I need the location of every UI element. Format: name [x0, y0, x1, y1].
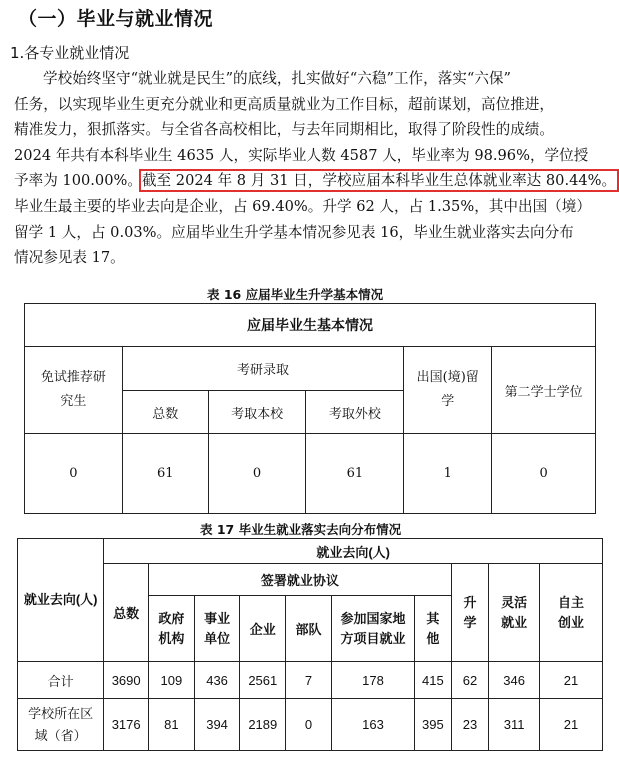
- table-cell: 21: [540, 699, 603, 751]
- table17-top-header: 就业去向(人): [104, 539, 603, 564]
- col-flexible-employment: 灵活就业: [489, 564, 540, 662]
- table-cell: 415: [415, 662, 452, 699]
- table-row: [25, 434, 596, 514]
- col-kaoyan-own: 考取本校: [208, 391, 306, 434]
- table-cell: 395: [415, 699, 452, 751]
- col-military: 部队: [286, 596, 332, 662]
- col-national-project: 参加国家地方项目就业: [331, 596, 414, 662]
- body-paragraph: [14, 66, 617, 271]
- table-cell: 61: [122, 434, 208, 514]
- col-abroad: 出国(境)留学: [404, 347, 492, 434]
- row-header-destination: 就业去向(人): [18, 539, 104, 662]
- col-exempt-recommend: 免试推荐研究生: [25, 347, 123, 434]
- col-kaoyan-other: 考取外校: [306, 391, 404, 434]
- table-cell: 7: [286, 662, 332, 699]
- table-cell: 23: [451, 699, 489, 751]
- table-cell: 62: [451, 662, 489, 699]
- table-cell: 346: [489, 662, 540, 699]
- table-cell: 2561: [240, 662, 286, 699]
- paragraph-text: 予率为 100.00%。: [14, 172, 142, 190]
- table-cell: 2189: [240, 699, 286, 751]
- table-cell: 0: [208, 434, 306, 514]
- table17-caption: 表 17 毕业生就业落实去向分布情况: [200, 522, 402, 537]
- col-second-degree: 第二学士学位: [492, 347, 596, 434]
- paragraph-line: 留学 1 人，占 0.03%。应届毕业生升学基本情况参见表 16，毕业生就业落实去向分布: [14, 223, 574, 241]
- table16: [24, 303, 596, 514]
- col-government: 政府机构: [149, 596, 195, 662]
- paragraph-line: 任务，以实现毕业生更充分就业和更高质量就业为工作目标，超前谋划，高位推进，: [14, 95, 554, 113]
- col-kaoyan: 考研录取: [122, 347, 403, 391]
- table-cell: 0: [492, 434, 596, 514]
- table-cell: 163: [331, 699, 414, 751]
- paragraph-line: 学校始终坚守“就业就是民生”的底线，扎实做好“六稳”工作，落实“六保”: [43, 70, 511, 87]
- paragraph-line: 精准发力，狠抓落实。与全省各高校相比，与去年同期相比，取得了阶段性的成绩。: [14, 121, 554, 139]
- col-total: 总数: [104, 564, 149, 662]
- table-cell: 21: [540, 662, 603, 699]
- section-title: （一）毕业与就业情况: [18, 8, 214, 30]
- row-label: 合计: [18, 662, 104, 699]
- row-label: 学校所在区域（省）: [18, 699, 104, 751]
- col-other: 其他: [415, 596, 452, 662]
- table-row: [18, 662, 603, 699]
- col-enterprise: 企业: [240, 596, 286, 662]
- table-cell: 436: [194, 662, 240, 699]
- table-cell: 394: [194, 699, 240, 751]
- col-public-institution: 事业单位: [194, 596, 240, 662]
- paragraph-line: 2024 年共有本科毕业生 4635 人，实际毕业人数 4587 人，毕业率为 98.96%，学位授: [14, 146, 589, 164]
- table-cell: 1: [404, 434, 492, 514]
- table-cell: 109: [149, 662, 195, 699]
- table16-header: 应届毕业生基本情况: [25, 304, 596, 347]
- sign-agreement-header: 签署就业协议: [149, 564, 452, 596]
- paragraph-line: 情况参见表 17。: [14, 249, 125, 267]
- table-cell: 3176: [104, 699, 149, 751]
- col-self-employment: 自主创业: [540, 564, 603, 662]
- subsection-title: 1.各专业就业情况: [10, 44, 130, 62]
- highlighted-employment-rate: 截至 2024 年 8 月 31 日，学校应届本科毕业生总体就业率达 80.44%。: [141, 172, 617, 190]
- table-cell: 311: [489, 699, 540, 751]
- table-cell: 81: [149, 699, 195, 751]
- paragraph-line: [14, 168, 617, 194]
- table-row: [18, 699, 603, 751]
- col-further-study: 升学: [451, 564, 489, 662]
- col-kaoyan-total: 总数: [122, 391, 208, 434]
- table-cell: 0: [25, 434, 123, 514]
- table-cell: 178: [331, 662, 414, 699]
- paragraph-line: 毕业生最主要的毕业去向是企业，占 69.40%。升学 62 人，占 1.35%，其中出国（境）: [14, 197, 591, 215]
- table16-caption: 表 16 应届毕业生升学基本情况: [207, 287, 384, 302]
- table-cell: 61: [306, 434, 404, 514]
- table17: [17, 538, 603, 751]
- table-cell: 0: [286, 699, 332, 751]
- table-cell: 3690: [104, 662, 149, 699]
